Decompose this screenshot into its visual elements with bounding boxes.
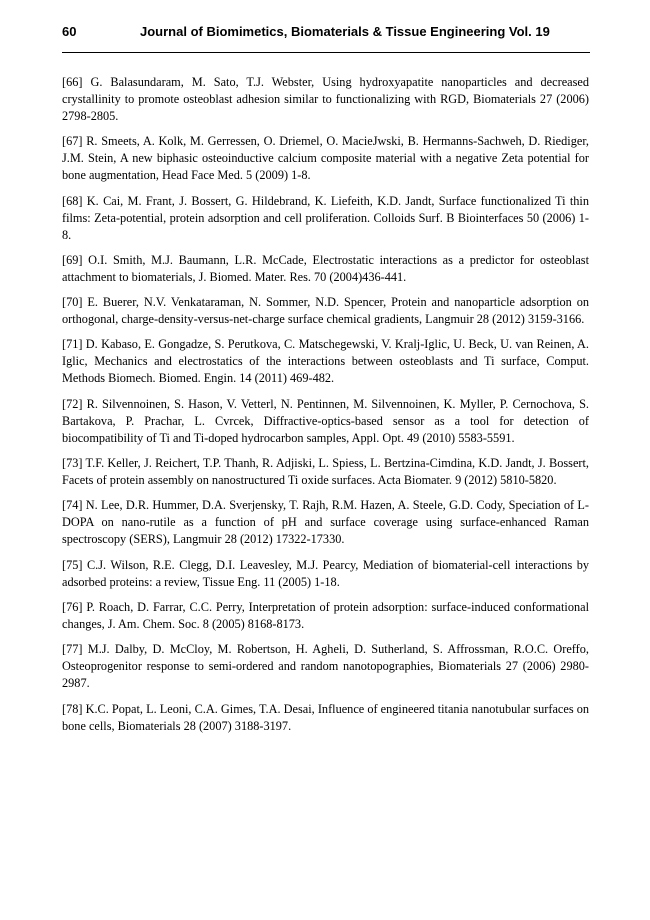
reference-70: [70] E. Buerer, N.V. Venkataraman, N. Sommer, N.D. Spencer, Protein and nanoparticle adsorption on orthogonal, charge-density-versus-net-charge surface chemical gradients, Langmuir 28 (2012) 3159-3166. [62,295,589,327]
reference-67: [67] R. Smeets, A. Kolk, M. Gerressen, O. Driemel, O. MacieJwski, B. Hermanns-Sachweh, D. Riediger, J.M. Stein, A new biphasic osteoinductive calcium composite material with a negative Zeta potential for bone augmentation, Head Face Med. 5 (2009) 1-8. [62,134,589,183]
reference-77: [77] M.J. Dalby, D. McCloy, M. Robertson, H. Agheli, D. Sutherland, S. Affrossman, R.O.C. Oreffo, Osteoprogenitor response to semi-ordered and random nanotopographies, Biomaterials 27 (2006) 2980-2987. [62,642,589,691]
reference-74: [74] N. Lee, D.R. Hummer, D.A. Sverjensky, T. Rajh, R.M. Hazen, A. Steele, G.D. Cody, Speciation of L-DOPA on nano-rutile as a function of pH and surface coverage using surface-enhanced Raman spectroscopy (SERS), Langmuir 28 (2012) 17322-17330. [62,498,589,547]
reference-76: [76] P. Roach, D. Farrar, C.C. Perry, Interpretation of protein adsorption: surface-induced conformational changes, J. Am. Chem. Soc. 8 (2005) 8168-8173. [62,599,589,631]
reference-69: [69] O.I. Smith, M.J. Baumann, L.R. McCade, Electrostatic interactions as a predictor for osteoblast attachment to biomaterials, J. Biomed. Mater. Res. 70 (2004)436-441. [62,252,589,284]
reference-75: [75] C.J. Wilson, R.E. Clegg, D.I. Leavesley, M.J. Pearcy, Mediation of biomaterial-cell interactions by adsorbed proteins: a review, Tissue Eng. 11 (2005) 1-18. [62,557,589,589]
journal-title: Journal of Biomimetics, Biomaterials & Tissue Engineering Vol. 19 [140,24,550,39]
reference-73: [73] T.F. Keller, J. Reichert, T.P. Thanh, R. Adjiski, L. Spiess, L. Bertzina-Cimdina, K.D. Jandt, J. Bossert, Facets of protein assembly on nanostructured Ti oxide surfaces. Acta Biomater. 9 (2012) 5810-5820. [62,456,589,488]
reference-78: [78] K.C. Popat, L. Leoni, C.A. Gimes, T.A. Desai, Influence of engineered titania nanotubular surfaces on bone cells, Biomaterials 28 (2007) 3188-3197. [62,701,589,733]
reference-66: [66] G. Balasundaram, M. Sato, T.J. Webster, Using hydroxyapatite nanoparticles and decreased crystallinity to promote osteoblast adhesion similar to functionalizing with RGD, Biomaterials 27 (2006) 2798-2805. [62,75,589,123]
page-header [62,22,590,53]
reference-72: [72] R. Silvennoinen, S. Hason, V. Vetterl, N. Pentinnen, M. Silvennoinen, K. Myller, P. Cernochova, S. Bartakova, P. Prachar, L. Cvrcek, Diffractive-optics-based sensor as a tool for detection of biocompatibility of Ti and Ti-doped hydrocarbon samples, Appl. Opt. 49 (2010) 5583-5591. [62,396,589,445]
reference-71: [71] D. Kabaso, E. Gongadze, S. Perutkova, C. Matschegewski, V. Kralj-Iglic, U. Beck, U. van Reinen, A. Iglic, Mechanics and electrostatics of the interactions between osteoblasts and Ti surface, Comput. Methods Biomech. Biomed. Engin. 14 (2011) 469-482. [62,337,589,386]
page-number: 60 [62,24,77,39]
reference-list [62,74,589,743]
reference-68: [68] K. Cai, M. Frant, J. Bossert, G. Hildebrand, K. Liefeith, K.D. Jandt, Surface functionalized Ti thin films: Zeta-potential, protein adsorption and cell proliferation. Colloids Surf. B Biointerfaces 50 (2006) 1-8. [62,193,589,242]
